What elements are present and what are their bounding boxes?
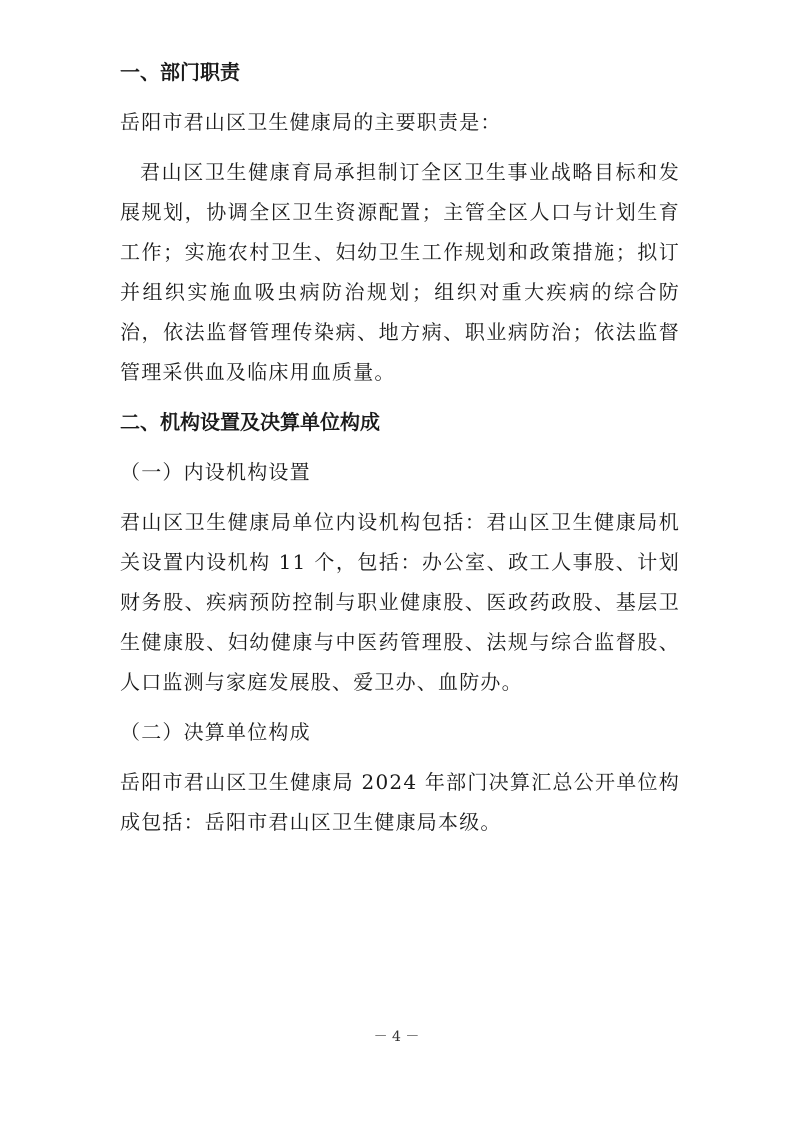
internal-structure-text: 君山区卫生健康局单位内设机构包括：君山区卫生健康局机关设置内设机构 11 个，包括：办公室、政工人事股、计划财务股、疾病预防控制与职业健康股、医政药政股、基层卫生健康股、妇幼健康与中医药管理股、法规与综合监督股、人口监测与家庭发展股、爱卫办、血防办。 [120, 510, 680, 694]
duties-body [120, 152, 680, 392]
units-text: 岳阳市君山区卫生健康局 2024 年部门决算汇总公开单位构成包括：岳阳市君山区卫生健康局本级。 [120, 770, 680, 834]
subsection-title-units: （二）决算单位构成 [120, 720, 311, 744]
duties-intro [120, 102, 680, 142]
duties-body-text: 君山区卫生健康育局承担制订全区卫生事业战略目标和发展规划，协调全区卫生资源配置；主管全区人口与计划生育工作；实施农村卫生、妇幼卫生工作规划和政策措施；拟订并组织实施血吸虫病防治规划；组织对重大疾病的综合防治，依法监督管理传染病、地方病、职业病防治；依法监督管理采供血及临床用血质量。 [120, 160, 680, 384]
internal-structure-paragraph [120, 502, 680, 702]
section-heading-structure: 二、机构设置及决算单位构成 [120, 410, 380, 434]
subsection-title-internal: （一）内设机构设置 [120, 460, 311, 484]
units-paragraph [120, 762, 680, 842]
section-heading-duties: 一、部门职责 [120, 60, 240, 84]
page-number: － 4 － [373, 1029, 420, 1045]
document-body [120, 52, 680, 852]
duties-intro-text: 岳阳市君山区卫生健康局的主要职责是： [120, 110, 502, 134]
